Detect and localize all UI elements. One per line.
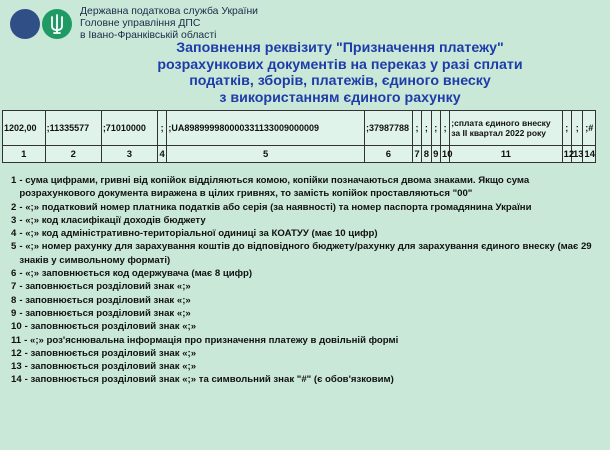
organization-name (80, 6, 258, 42)
table-cell: ; (562, 111, 571, 146)
list-item (11, 294, 595, 307)
org-line: Головне управління ДПС (80, 18, 201, 29)
title-line: розрахункових документів на переказ у разі сплати (157, 56, 523, 73)
requisite-table (2, 110, 596, 163)
list-item (11, 267, 595, 280)
item-text: - «;» заповнюється код одержувача (має 8 цифр) (19, 268, 253, 280)
table-cell: ;UA898999980000331133009000009 (167, 111, 365, 146)
table-cell: ;11335577 (45, 111, 101, 146)
item-number: 1 (11, 175, 17, 186)
item-text: - заповнюється розділовий знак «;» (19, 281, 191, 293)
table-cell: ;37987788 (365, 111, 413, 146)
list-item (11, 240, 595, 267)
item-number: 8 (11, 294, 17, 306)
item-text: - заповнюється розділовий знак «;» (19, 294, 191, 306)
table-cell-number: 11 (450, 146, 562, 163)
item-text: - заповнюється розділовий знак «;» (24, 321, 197, 333)
table-cell-number: 3 (101, 146, 157, 163)
table-cell-number: 9 (431, 146, 440, 163)
list-item (11, 334, 595, 347)
item-text: - заповнюється розділовий знак «;» та символьний знак "#" (є обов'язковим) (24, 374, 394, 386)
item-number: 2 (11, 201, 17, 213)
table-cell-number: 4 (157, 146, 166, 163)
list-item (11, 347, 595, 360)
table-cell-number: 12 (562, 146, 571, 163)
list-item (11, 280, 595, 293)
item-text: - «;» код адміністративно-територіальної одиниці за КОАТУУ (має 10 цифр) (19, 228, 378, 240)
table-cell: ; (412, 111, 421, 146)
title-line: Заповнення реквізиту "Призначення платежу" (176, 40, 504, 56)
item-number: 13 (11, 361, 22, 373)
table-cell: ;сплата єдиного внеску за II квартал 2022 року (450, 111, 562, 146)
title-line: податків, зборів, платежів, єдиного внеску (189, 73, 491, 89)
item-number: 10 (11, 321, 22, 333)
list-item (11, 320, 595, 333)
table-cell: ; (571, 111, 582, 146)
item-number: 4 (11, 228, 17, 240)
table-cell: ;71010000 (101, 111, 157, 146)
table-cell: ; (157, 111, 166, 146)
table-cell-number: 10 (440, 146, 449, 163)
item-text: - заповнюється розділовий знак «;» (19, 307, 191, 319)
table-cell: ; (422, 111, 431, 146)
item-number: 12 (11, 347, 22, 359)
table-cell: ;# (583, 111, 596, 146)
list-item (11, 214, 595, 227)
table-cell-number: 13 (571, 146, 582, 163)
item-number: 6 (11, 268, 17, 280)
table-cell-number: 6 (365, 146, 413, 163)
item-number: 7 (11, 281, 17, 293)
list-item (11, 201, 595, 214)
org-line: Державна податкова служба України (80, 6, 258, 17)
item-text: - заповнюється розділовий знак «;» (24, 361, 197, 373)
item-text: - «;» податковий номер платника податків або серія (за наявності) та номер паспорта громадянина України (19, 201, 532, 213)
list-item (11, 373, 595, 386)
table-row-numbers (3, 146, 596, 163)
item-number: 11 (11, 334, 22, 346)
item-number: 5 (11, 241, 17, 253)
item-text: - «;» код класифікації доходів бюджету (19, 214, 206, 226)
table-cell-number: 5 (167, 146, 365, 163)
table-cell: ; (431, 111, 440, 146)
list-item (11, 227, 595, 240)
list-item (11, 360, 595, 373)
item-number: 9 (11, 307, 17, 319)
item-text: - сума цифрами, гривні від копійок відділяються комою, копійки позначаються двома знаками. Якщо сума розрахункового документа виражена в цілих гривнях, то замість копійок проставляються "00" (19, 175, 530, 200)
page-title (70, 40, 610, 106)
item-text: - «;» номер рахунку для зарахування коштів до відповідного бюджету/рахунку для зарахування єдиного внеску (має 29 знаків у символьному форматі) (19, 241, 592, 266)
item-text: - «;» роз'яснювальна інформація про призначення платежу в довільній формі (24, 334, 399, 346)
logo-green-circle (42, 9, 72, 39)
table-cell-number: 1 (3, 146, 46, 163)
list-item (11, 307, 595, 320)
table-cell: ; (440, 111, 449, 146)
table-cell-number: 8 (422, 146, 431, 163)
legend-list (11, 174, 595, 387)
item-number: 3 (11, 214, 17, 226)
table-cell: 1202,00 (3, 111, 46, 146)
table-row-values (3, 111, 596, 146)
table-cell-number: 14 (583, 146, 596, 163)
logo-blue-circle (10, 9, 40, 39)
trident-icon (49, 14, 65, 34)
list-item (11, 174, 595, 201)
table-cell-number: 2 (45, 146, 101, 163)
table-cell-number: 7 (412, 146, 421, 163)
item-number: 14 (11, 374, 22, 386)
title-line: з використанням єдиного рахунку (219, 89, 461, 106)
header (6, 4, 258, 44)
org-line: в Івано-Франківській області (80, 30, 217, 41)
item-text: - заповнюється розділовий знак «;» (24, 347, 197, 359)
